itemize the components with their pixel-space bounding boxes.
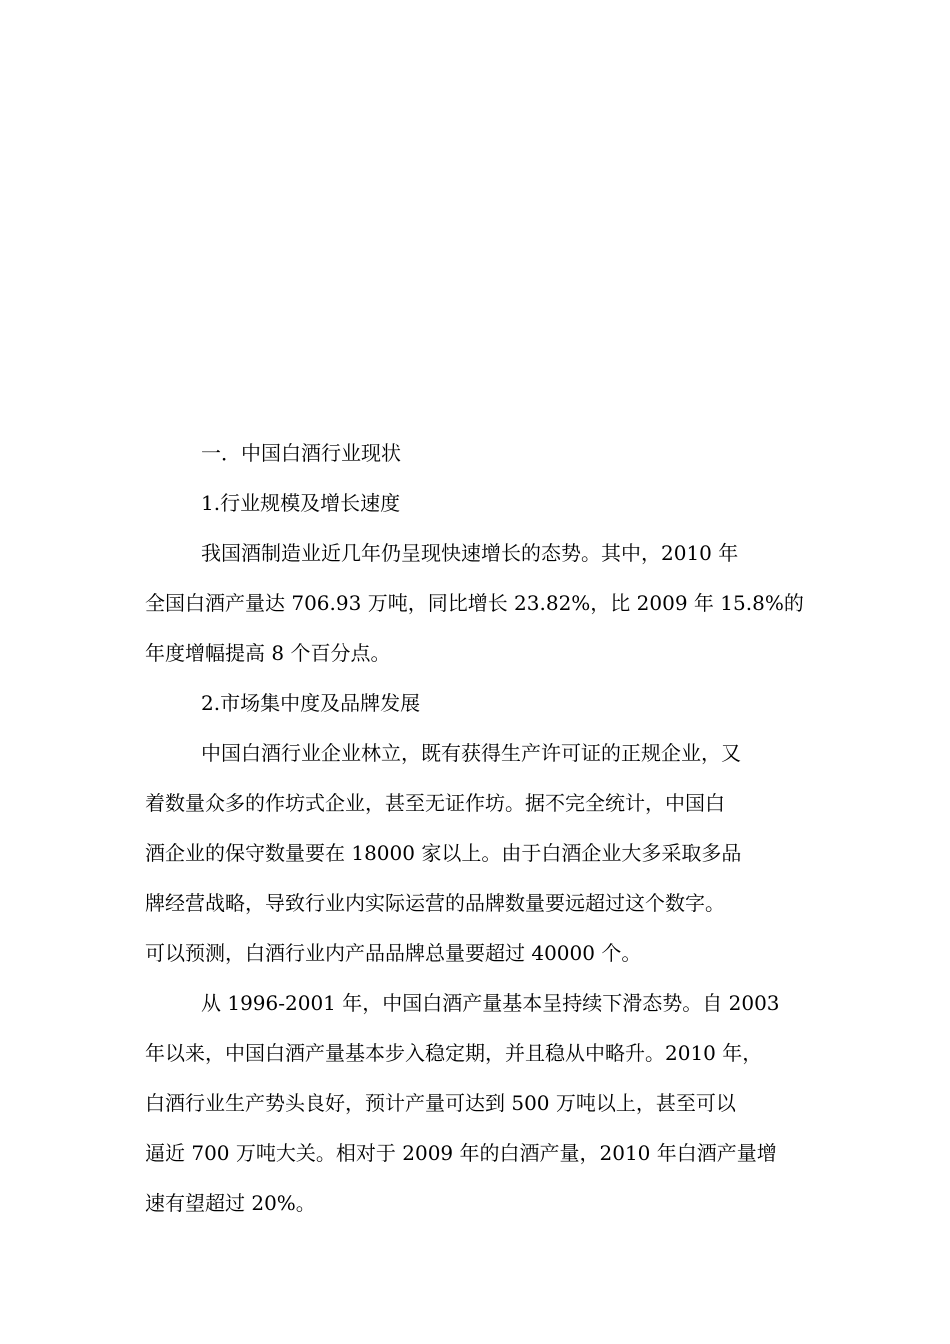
paragraph-line: 着数量众多的作坊式企业，甚至无证作坊。据不完全统计，中国白 [145, 791, 725, 815]
paragraph-production-trend [145, 978, 815, 1228]
paragraph-line: 从 1996-2001 年，中国白酒产量基本呈持续下滑态势。自 2003 [201, 991, 780, 1015]
subsection-title-market-brand: 2.市场集中度及品牌发展 [201, 691, 421, 715]
subsection-title-scale-growth: 1.行业规模及增长速度 [201, 491, 401, 515]
paragraph-line: 逼近 700 万吨大关。相对于 2009 年的白酒产量，2010 年白酒产量增 [145, 1141, 777, 1165]
paragraph-market-concentration [145, 728, 815, 978]
paragraph-line: 年度增幅提高 8 个百分点。 [145, 641, 391, 665]
paragraph-line: 中国白酒行业企业林立，既有获得生产许可证的正规企业，又 [201, 741, 741, 765]
paragraph-line: 酒企业的保守数量要在 18000 家以上。由于白酒企业大多采取多品 [145, 841, 742, 865]
paragraph-line: 我国酒制造业近几年仍呈现快速增长的态势。其中，2010 年 [201, 541, 739, 565]
paragraph-line: 全国白酒产量达 706.93 万吨，同比增长 23.82%，比 2009 年 15.8%的 [145, 591, 804, 615]
paragraph-line: 白酒行业生产势头良好，预计产量可达到 500 万吨以上，甚至可以 [145, 1091, 736, 1115]
document-body [145, 428, 815, 1228]
paragraph-industry-growth [145, 528, 815, 678]
paragraph-line: 牌经营战略，导致行业内实际运营的品牌数量要远超过这个数字。 [145, 891, 725, 915]
paragraph-line: 速有望超过 20%。 [145, 1191, 316, 1215]
paragraph-line: 年以来，中国白酒产量基本步入稳定期，并且稳从中略升。2010 年， [145, 1041, 763, 1065]
section-title: 一．中国白酒行业现状 [201, 441, 401, 465]
paragraph-line: 可以预测，白酒行业内产品品牌总量要超过 40000 个。 [145, 941, 642, 965]
